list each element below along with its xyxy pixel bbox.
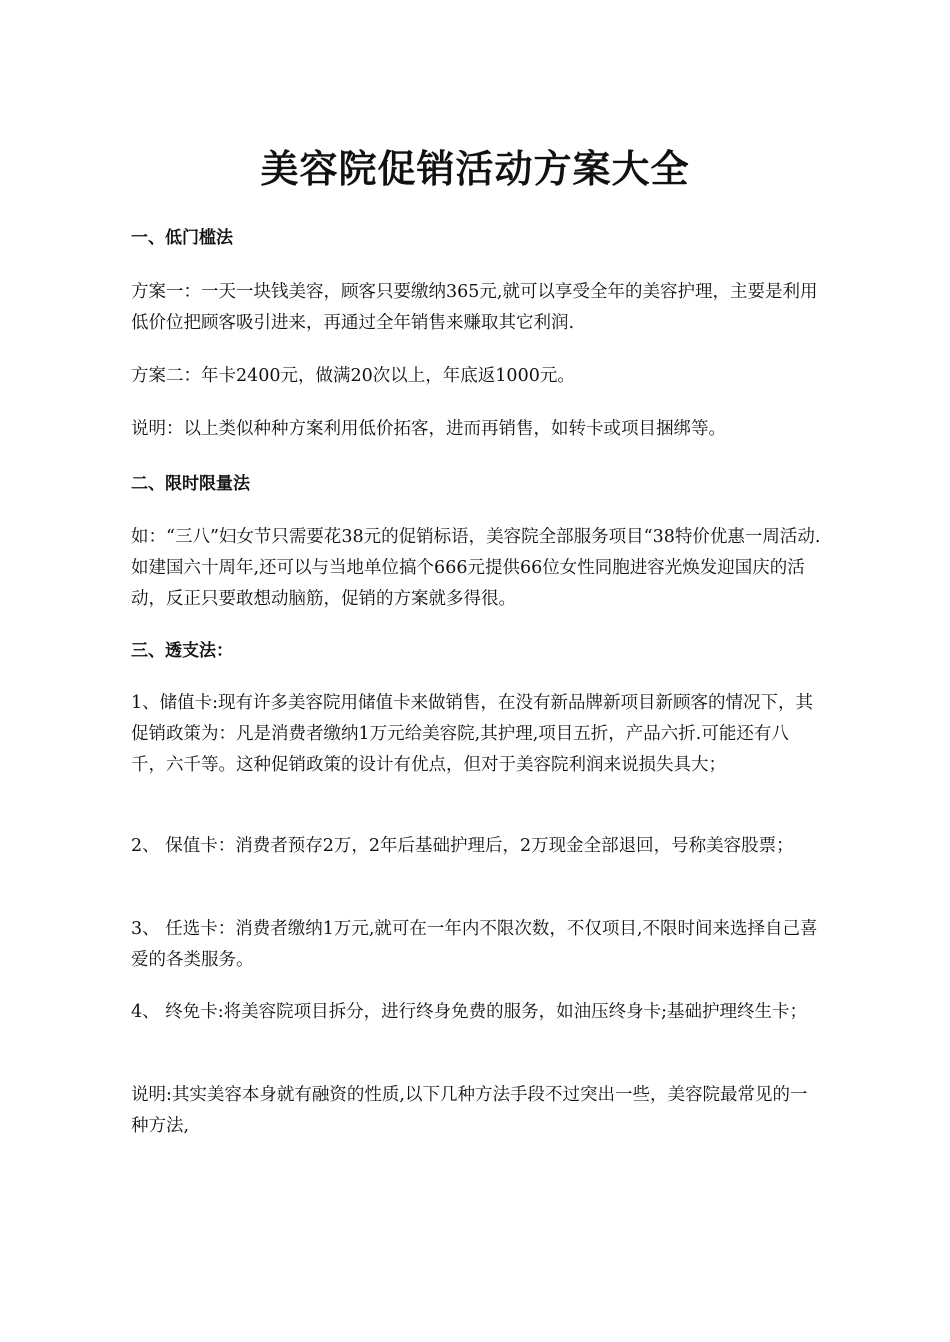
paragraph-stored-value-card: 1、储值卡:现有许多美容院用储值卡来做销售，在没有新品牌新项目新顾客的情况下，其促销政策为：凡是消费者缴纳1万元给美容院,其护理,项目五折，产品六折.可能还有八千，六千等。这种促销政策的设计有优点，但对于美容院利润来说损失具大； — [131, 693, 814, 775]
paragraph-optional-card: 3、 任选卡：消费者缴纳1万元,就可在一年内不限次数，不仅项目,不限时间来选择自己喜爱的各类服务。 — [131, 919, 818, 970]
paragraph-lifetime-free-card: 4、 终免卡:将美容院项目拆分，进行终身免费的服务，如油压终身卡;基础护理终生卡； — [131, 1002, 807, 1022]
paragraph-note-one: 说明：以上类似种种方案利用低价拓客，进而再销售，如转卡或项目捆绑等。 — [131, 419, 726, 439]
section-heading-1: 一、低门槛法 — [131, 228, 233, 248]
page-title: 美容院促销活动方案大全 — [260, 147, 690, 191]
paragraph-limited-offer: 如：“三八”妇女节只需要花38元的促销标语，美容院全部服务项目“38特价优惠一周活动.如建国六十周年,还可以与当地单位搞个666元提供66位女性同胞进容光焕发迎国庆的活动，反正只要敢想动脑筋，促销的方案就多得很。 — [131, 527, 821, 609]
paragraph-plan-two: 方案二：年卡2400元，做满20次以上，年底返1000元。 — [131, 366, 575, 386]
section-heading-2: 二、限时限量法 — [131, 474, 250, 494]
section-heading-3: 三、透支法： — [131, 641, 233, 661]
paragraph-value-preserving-card: 2、 保值卡：消费者预存2万，2年后基础护理后，2万现金全部退回，号称美容股票； — [131, 836, 794, 856]
paragraph-note-two: 说明:其实美容本身就有融资的性质,以下几种方法手段不过突出一些，美容院最常见的一种方法, — [131, 1085, 808, 1136]
paragraph-plan-one: 方案一：一天一块钱美容，顾客只要缴纳365元,就可以享受全年的美容护理，主要是利用低价位把顾客吸引进来，再通过全年销售来赚取其它利润. — [131, 282, 818, 333]
